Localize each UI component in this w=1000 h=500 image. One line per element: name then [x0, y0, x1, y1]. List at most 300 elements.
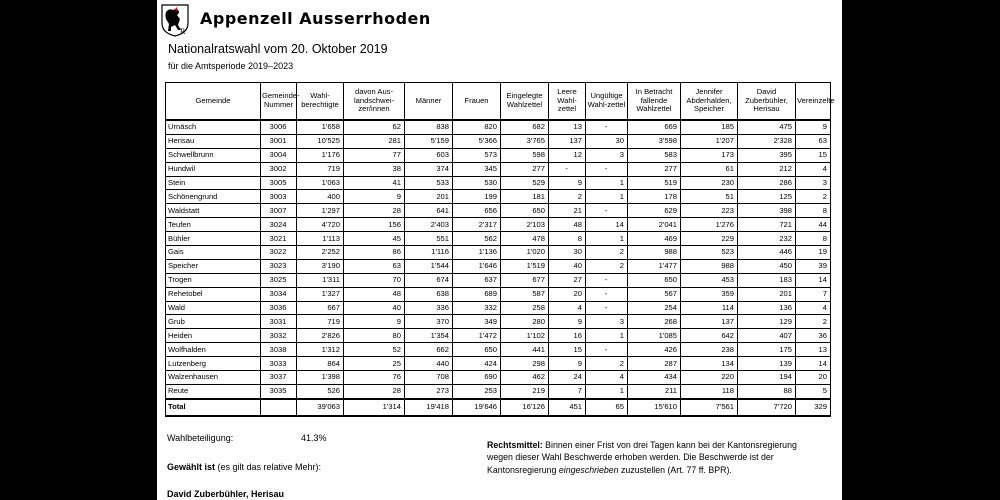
table-cell: 183	[738, 273, 796, 287]
table-cell: 7	[796, 287, 831, 301]
table-cell: 395	[738, 148, 796, 162]
table-cell: 587	[501, 287, 549, 301]
table-row	[166, 259, 831, 273]
municipality-name: Schwellbrunn	[166, 148, 261, 162]
legal-remedy-emphasis: eingeschrieben	[558, 464, 619, 475]
table-cell: 88	[738, 384, 796, 398]
table-cell: 1'176	[297, 148, 344, 162]
total-cell: 16'126	[501, 399, 549, 416]
column-header: davon Aus-landschwei-zer/innen	[344, 83, 405, 121]
table-cell: 721	[738, 218, 796, 232]
turnout-label: Wahlbeteiligung:	[167, 433, 234, 443]
table-cell: 9	[796, 120, 831, 134]
table-cell: 24	[549, 371, 586, 385]
table-cell: 1'116	[405, 246, 453, 260]
table-cell: 52	[344, 343, 405, 357]
total-cell: 1'314	[344, 399, 405, 416]
column-header: Frauen	[453, 83, 501, 121]
table-cell: 20	[549, 287, 586, 301]
total-cell: 65	[586, 399, 628, 416]
table-cell: -	[586, 343, 628, 357]
table-cell: 7	[549, 384, 586, 398]
column-header: Gemeinde-Nummer	[261, 83, 297, 121]
total-cell: 329	[796, 399, 831, 416]
table-cell: 336	[405, 301, 453, 315]
table-cell: 529	[501, 176, 549, 190]
table-cell: 2'826	[297, 329, 344, 343]
legal-remedy-note	[487, 439, 807, 476]
municipality-name: Reute	[166, 384, 261, 398]
table-cell: 139	[738, 357, 796, 371]
municipality-name: Wald	[166, 301, 261, 315]
table-cell: 273	[405, 384, 453, 398]
table-cell: 118	[681, 384, 738, 398]
table-cell: 45	[344, 232, 405, 246]
table-cell: 629	[628, 204, 681, 218]
municipality-name: Grub	[166, 315, 261, 329]
table-cell: 199	[453, 190, 501, 204]
table-cell: 219	[501, 384, 549, 398]
table-cell: 156	[344, 218, 405, 232]
table-cell: 178	[628, 190, 681, 204]
table-cell: 38	[344, 162, 405, 176]
table-cell: 1'311	[297, 273, 344, 287]
total-row	[166, 399, 831, 416]
table-cell: 3'765	[501, 134, 549, 148]
table-cell: 19	[796, 246, 831, 260]
table-cell: 2'317	[453, 218, 501, 232]
table-cell: 194	[738, 371, 796, 385]
table-cell: 2'252	[297, 246, 344, 260]
table-cell: -	[586, 120, 628, 134]
table-cell: 10'525	[297, 134, 344, 148]
table-cell: 3'598	[628, 134, 681, 148]
total-cell: 451	[549, 399, 586, 416]
table-cell: 440	[405, 357, 453, 371]
column-header: In Betracht fallende Wahlzettel	[628, 83, 681, 121]
table-cell: 1'136	[453, 246, 501, 260]
table-row	[166, 232, 831, 246]
table-cell: 3006	[261, 120, 297, 134]
table-cell: 238	[681, 343, 738, 357]
table-cell: 475	[738, 120, 796, 134]
table-cell: 1'085	[628, 329, 681, 343]
table-cell: 3037	[261, 371, 297, 385]
table-cell: 567	[628, 287, 681, 301]
table-cell: 1'477	[628, 259, 681, 273]
table-cell: 63	[796, 134, 831, 148]
table-cell: 134	[681, 357, 738, 371]
elected-heading	[167, 462, 321, 472]
table-cell: -	[549, 162, 586, 176]
table-cell: 641	[405, 204, 453, 218]
table-cell: 3004	[261, 148, 297, 162]
table-cell: 603	[405, 148, 453, 162]
table-cell: 14	[796, 357, 831, 371]
table-cell: 988	[681, 259, 738, 273]
total-label: Total	[166, 399, 261, 416]
table-cell: 254	[628, 301, 681, 315]
table-cell: 61	[681, 162, 738, 176]
table-cell: 374	[405, 162, 453, 176]
table-cell: 51	[681, 190, 738, 204]
total-cell: 39'063	[297, 399, 344, 416]
column-header: Wahl-berechtigte	[297, 83, 344, 121]
legal-remedy-text: Binnen einer Frist von drei Tagen kann bei der Kantonsregierung wegen dieser Wahl Beschwerde erhoben werden. Die Beschwerde ist der Kantonsregierung	[487, 440, 797, 475]
column-header: David Zuberbühler, Herisau	[738, 83, 796, 121]
table-cell: 820	[453, 120, 501, 134]
table-cell: 3005	[261, 176, 297, 190]
document-page	[157, 0, 842, 500]
table-cell: 1'398	[297, 371, 344, 385]
table-cell: 441	[501, 343, 549, 357]
table-cell: 220	[681, 371, 738, 385]
table-cell: 16	[549, 329, 586, 343]
table-cell: 349	[453, 315, 501, 329]
table-cell: 1	[586, 329, 628, 343]
table-cell: 230	[681, 176, 738, 190]
table-row	[166, 218, 831, 232]
table-cell: 173	[681, 148, 738, 162]
table-cell: 30	[549, 246, 586, 260]
table-cell: 551	[405, 232, 453, 246]
table-cell: 8	[796, 232, 831, 246]
organization-name: Appenzell Ausserrhoden	[200, 9, 431, 28]
table-cell: 446	[738, 246, 796, 260]
municipality-name: Urnäsch	[166, 120, 261, 134]
table-cell: 573	[453, 148, 501, 162]
table-cell: 4	[549, 301, 586, 315]
table-cell: 3031	[261, 315, 297, 329]
table-cell: 669	[628, 120, 681, 134]
table-cell: 40	[344, 301, 405, 315]
table-cell: 15	[796, 148, 831, 162]
table-cell: 114	[681, 301, 738, 315]
table-cell: 3032	[261, 329, 297, 343]
municipality-name: Herisau	[166, 134, 261, 148]
table-cell: 988	[628, 246, 681, 260]
table-cell: 80	[344, 329, 405, 343]
table-cell: 253	[453, 384, 501, 398]
table-cell: 9	[549, 176, 586, 190]
table-cell: 583	[628, 148, 681, 162]
table-cell: 258	[501, 301, 549, 315]
table-cell: 125	[738, 190, 796, 204]
table-cell: 21	[549, 204, 586, 218]
table-cell: 345	[453, 162, 501, 176]
table-cell: 41	[344, 176, 405, 190]
table-cell: 286	[738, 176, 796, 190]
table-cell: 677	[501, 273, 549, 287]
table-cell: 30	[586, 134, 628, 148]
table-cell: 3007	[261, 204, 297, 218]
table-cell: 1'354	[405, 329, 453, 343]
table-row	[166, 329, 831, 343]
table-cell: 523	[681, 246, 738, 260]
table-cell: 4'720	[297, 218, 344, 232]
legal-remedy-label: Rechtsmittel:	[487, 440, 543, 450]
table-cell: 426	[628, 343, 681, 357]
table-cell: 14	[796, 273, 831, 287]
municipality-name: Bühler	[166, 232, 261, 246]
table-cell: -	[586, 162, 628, 176]
table-cell: 232	[738, 232, 796, 246]
table-cell: 1'646	[453, 259, 501, 273]
total-cell: 19'418	[405, 399, 453, 416]
municipality-name: Stein	[166, 176, 261, 190]
table-row	[166, 384, 831, 398]
table-cell: 4	[796, 162, 831, 176]
page-subtitle: für die Amtsperiode 2019–2023	[168, 61, 294, 71]
table-cell: 1'312	[297, 343, 344, 357]
table-cell: 1'327	[297, 287, 344, 301]
table-cell: 1'102	[501, 329, 549, 343]
table-cell: 2	[796, 315, 831, 329]
table-header-row	[166, 83, 831, 121]
table-cell: 70	[344, 273, 405, 287]
table-cell: 598	[501, 148, 549, 162]
municipality-name: Hundwil	[166, 162, 261, 176]
table-cell: 15	[549, 343, 586, 357]
table-cell: 44	[796, 218, 831, 232]
table-cell: 36	[796, 329, 831, 343]
table-row	[166, 301, 831, 315]
table-cell: 478	[501, 232, 549, 246]
table-cell: 3038	[261, 343, 297, 357]
table-cell: 287	[628, 357, 681, 371]
municipality-name: Trogen	[166, 273, 261, 287]
table-cell: 28	[344, 384, 405, 398]
table-cell: 13	[549, 120, 586, 134]
table-cell: 5'366	[453, 134, 501, 148]
table-cell: 136	[738, 301, 796, 315]
table-cell: 181	[501, 190, 549, 204]
table-cell: 3002	[261, 162, 297, 176]
table-row	[166, 148, 831, 162]
table-cell: 3034	[261, 287, 297, 301]
table-cell: 9	[344, 315, 405, 329]
table-cell: 3024	[261, 218, 297, 232]
elected-heading-note: (es gilt das relative Mehr):	[215, 462, 322, 472]
table-cell: 9	[549, 315, 586, 329]
table-cell: 689	[453, 287, 501, 301]
table-cell: 175	[738, 343, 796, 357]
table-cell: 1	[586, 176, 628, 190]
municipality-name: Heiden	[166, 329, 261, 343]
table-row	[166, 176, 831, 190]
table-cell: 638	[405, 287, 453, 301]
table-cell: 229	[681, 232, 738, 246]
table-cell: 674	[405, 273, 453, 287]
table-row	[166, 343, 831, 357]
table-cell: 1'020	[501, 246, 549, 260]
table-cell: 129	[738, 315, 796, 329]
table-cell: 3036	[261, 301, 297, 315]
table-cell: 2'103	[501, 218, 549, 232]
table-cell: 656	[453, 204, 501, 218]
table-cell: 667	[297, 301, 344, 315]
table-cell: 1	[586, 190, 628, 204]
table-cell: 2	[796, 190, 831, 204]
table-cell: 40	[549, 259, 586, 273]
table-cell: 13	[796, 343, 831, 357]
table-cell: 2	[586, 259, 628, 273]
table-cell: 3023	[261, 259, 297, 273]
table-cell: 211	[628, 384, 681, 398]
table-cell: 9	[549, 357, 586, 371]
table-cell: 708	[405, 371, 453, 385]
table-cell: 1'113	[297, 232, 344, 246]
table-cell: 1	[586, 232, 628, 246]
column-header: Männer	[405, 83, 453, 121]
table-cell: 62	[344, 120, 405, 134]
table-cell: 682	[501, 120, 549, 134]
table-cell: 3001	[261, 134, 297, 148]
column-header: Leere Wahl-zettel	[549, 83, 586, 121]
table-cell: 25	[344, 357, 405, 371]
table-cell: 662	[405, 343, 453, 357]
table-cell: 5	[796, 384, 831, 398]
table-cell: 9	[344, 190, 405, 204]
table-cell: 3021	[261, 232, 297, 246]
table-cell: 137	[549, 134, 586, 148]
column-header: Vereinzelte	[796, 83, 831, 121]
table-cell: 424	[453, 357, 501, 371]
municipality-name: Schönengrund	[166, 190, 261, 204]
table-cell: 533	[405, 176, 453, 190]
table-cell: 650	[628, 273, 681, 287]
table-cell: 86	[344, 246, 405, 260]
table-row	[166, 204, 831, 218]
page-title: Nationalratswahl vom 20. Oktober 2019	[168, 42, 388, 56]
table-row	[166, 246, 831, 260]
table-cell: 562	[453, 232, 501, 246]
elected-candidate: David Zuberbühler, Herisau	[167, 489, 285, 499]
table-cell: 1'472	[453, 329, 501, 343]
table-cell: 450	[738, 259, 796, 273]
table-cell: 642	[681, 329, 738, 343]
table-cell: 838	[405, 120, 453, 134]
table-cell: 2	[586, 357, 628, 371]
table-cell: 281	[344, 134, 405, 148]
table-cell: 277	[628, 162, 681, 176]
municipality-name: Walzenhausen	[166, 371, 261, 385]
column-header: Gemeinde	[166, 83, 261, 121]
table-cell: 650	[501, 204, 549, 218]
column-header: Ungültige Wahl-zettel	[586, 83, 628, 121]
municipality-name: Gais	[166, 246, 261, 260]
table-cell: 469	[628, 232, 681, 246]
table-cell: 3'190	[297, 259, 344, 273]
table-cell: -	[586, 204, 628, 218]
table-cell: 332	[453, 301, 501, 315]
table-cell: 530	[453, 176, 501, 190]
table-cell: 12	[549, 148, 586, 162]
table-row	[166, 273, 831, 287]
column-header: Jennifer Abderhalden, Speicher	[681, 83, 738, 121]
table-cell: 719	[297, 315, 344, 329]
table-cell: 650	[453, 343, 501, 357]
table-cell: 223	[681, 204, 738, 218]
table-cell: 298	[501, 357, 549, 371]
table-row	[166, 315, 831, 329]
elected-heading-bold: Gewählt ist	[167, 462, 216, 472]
municipality-name: Lutzenberg	[166, 357, 261, 371]
table-cell: 462	[501, 371, 549, 385]
table-cell: 77	[344, 148, 405, 162]
table-cell: 2'041	[628, 218, 681, 232]
table-cell: 370	[405, 315, 453, 329]
table-row	[166, 120, 831, 134]
total-cell: 7'561	[681, 399, 738, 416]
table-cell: 201	[738, 287, 796, 301]
table-cell: 400	[297, 190, 344, 204]
municipality-name: Wolfhalden	[166, 343, 261, 357]
total-cell	[261, 399, 297, 416]
table-cell: 137	[681, 315, 738, 329]
table-cell: 4	[796, 301, 831, 315]
municipality-name: Waldstatt	[166, 204, 261, 218]
table-cell: 4	[586, 371, 628, 385]
table-cell: 407	[738, 329, 796, 343]
total-cell: 7'720	[738, 399, 796, 416]
table-cell: 39	[796, 259, 831, 273]
table-cell: 1'063	[297, 176, 344, 190]
table-cell: 3	[586, 148, 628, 162]
total-cell: 15'610	[628, 399, 681, 416]
municipality-name: Rehetobel	[166, 287, 261, 301]
table-cell: 268	[628, 315, 681, 329]
table-cell: 76	[344, 371, 405, 385]
table-cell: 2	[586, 246, 628, 260]
table-cell: 8	[549, 232, 586, 246]
table-cell: 434	[628, 371, 681, 385]
table-cell: 3	[586, 315, 628, 329]
table-cell: -	[586, 301, 628, 315]
table-cell: 2'328	[738, 134, 796, 148]
table-cell: 1'297	[297, 204, 344, 218]
municipality-name: Speicher	[166, 259, 261, 273]
table-cell: 48	[344, 287, 405, 301]
table-cell: -	[586, 287, 628, 301]
table-body	[166, 120, 831, 416]
table-cell: 5'159	[405, 134, 453, 148]
table-cell: 3	[796, 176, 831, 190]
column-header: Eingelegte Wahlzettel	[501, 83, 549, 121]
table-cell: 48	[549, 218, 586, 232]
table-cell: 453	[681, 273, 738, 287]
table-cell: 1'544	[405, 259, 453, 273]
table-cell: 3033	[261, 357, 297, 371]
table-cell: 280	[501, 315, 549, 329]
svg-text:R: R	[180, 27, 186, 36]
municipality-name: Teufen	[166, 218, 261, 232]
table-cell: 2'403	[405, 218, 453, 232]
table-cell: 1'207	[681, 134, 738, 148]
table-cell: 8	[796, 204, 831, 218]
table-cell: 27	[549, 273, 586, 287]
table-row	[166, 134, 831, 148]
table-cell: 28	[344, 204, 405, 218]
table-cell: 3022	[261, 246, 297, 260]
table-cell: 2	[549, 190, 586, 204]
turnout-value: 41.3%	[301, 433, 327, 443]
table-cell: 1'519	[501, 259, 549, 273]
table-cell: 1	[586, 384, 628, 398]
table-cell: 719	[297, 162, 344, 176]
table-cell: -	[586, 273, 628, 287]
table-cell: 14	[586, 218, 628, 232]
